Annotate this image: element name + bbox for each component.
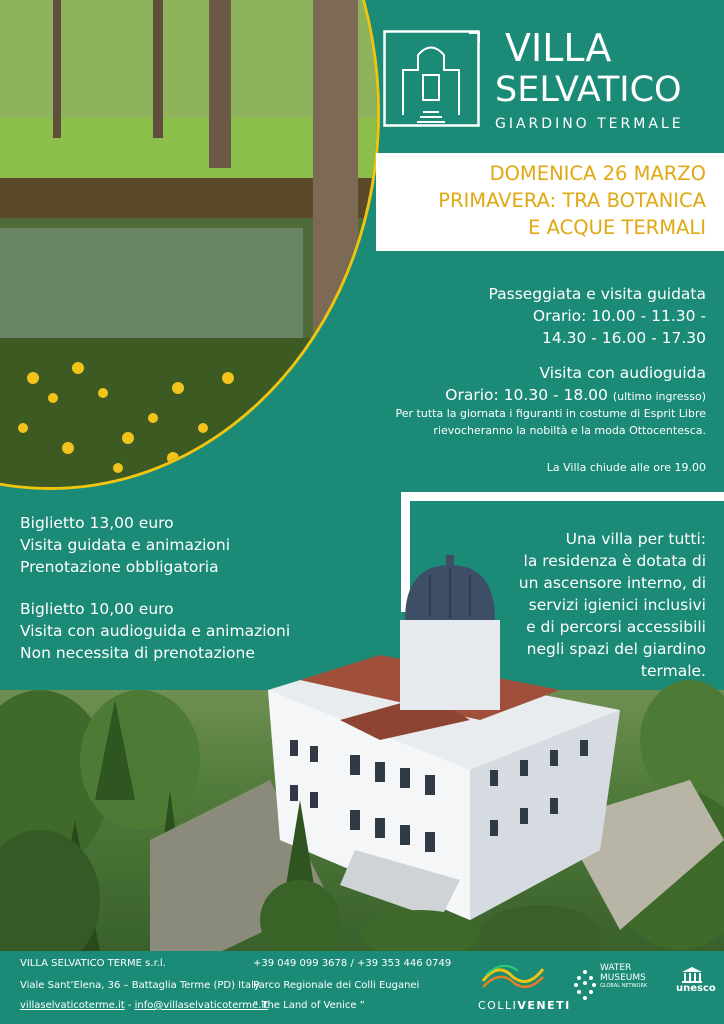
colli-veneti-word-1: COLLI	[478, 999, 518, 1012]
water-museums-text	[600, 963, 647, 990]
logo-title-selvatico: SELVATICO	[495, 70, 682, 110]
ticket-2-price: Biglietto 10,00 euro	[20, 600, 174, 618]
closing-time: La Villa chiude alle ore 19.00	[546, 461, 706, 474]
water-museums-line-3: GLOBAL NETWORK	[600, 983, 648, 989]
ticket-2-note: Non necessita di prenotazione	[20, 644, 255, 662]
accessibility-info	[519, 528, 706, 682]
frame-line-horizontal	[401, 492, 724, 501]
audio-guide-title: Visita con audioguida	[539, 364, 706, 382]
unesco-logo-icon	[680, 966, 704, 984]
unesco-text: unesco	[676, 983, 716, 994]
audio-hours: Orario: 10.30 - 18.00	[445, 386, 608, 404]
event-title-line1: PRIMAVERA: TRA BOTANICA	[438, 189, 706, 212]
event-title-line2: E ACQUE TERMALI	[528, 216, 706, 239]
company-name: VILLA SELVATICO TERME s.r.l.	[20, 958, 166, 969]
link-separator: -	[124, 1000, 135, 1011]
park-name: Parco Regionale dei Colli Euganei	[253, 980, 420, 991]
ticket-1-note: Prenotazione obbligatoria	[20, 558, 219, 576]
water-museums-logo-icon	[573, 969, 597, 1001]
accessibility-line: negli spazi del giardino	[526, 640, 706, 658]
ticket-1-desc: Visita guidata e animazioni	[20, 536, 231, 554]
email-link[interactable]: info@villaselvaticoterme.it	[134, 1000, 269, 1011]
logo-title-villa: VILLA	[505, 26, 612, 70]
colli-veneti-logo-icon	[478, 959, 548, 993]
phone-numbers: +39 049 099 3678 / +39 353 446 0749	[253, 958, 452, 969]
water-museums-line-1: WATER	[600, 963, 632, 973]
logo-subtitle: GIARDINO TERMALE	[495, 116, 684, 132]
accessibility-line: e di percorsi accessibili	[526, 618, 706, 636]
accessibility-line: un ascensore interno, di	[518, 574, 706, 592]
villa-logo-icon	[383, 30, 480, 127]
ticket-1-price: Biglietto 13,00 euro	[20, 514, 174, 532]
company-address: Viale Sant’Elena, 36 – Battaglia Terme (PD) Italy	[20, 980, 260, 991]
guided-tour-title: Passeggiata e visita guidata	[488, 285, 706, 303]
costume-note-2: rievocheranno la nobiltà e la moda Ottocentesca.	[433, 424, 706, 437]
accessibility-line: termale.	[640, 662, 706, 680]
costume-note-1: Per tutta la giornata i figuranti in costume di Esprit Libre	[395, 407, 706, 420]
garden-photo	[0, 0, 380, 490]
water-museums-line-2: MUSEUMS	[600, 973, 646, 983]
footer	[0, 951, 724, 1024]
event-banner	[376, 153, 724, 251]
guided-tour-hours-2: 14.30 - 16.00 - 17.30	[541, 329, 706, 347]
event-date: DOMENICA 26 MARZO	[489, 162, 706, 185]
audio-hours-note: (ultimo ingresso)	[612, 390, 706, 403]
colli-veneti-word-2: VENETI	[517, 999, 571, 1012]
contact-links	[20, 995, 268, 1017]
accessibility-line: Una villa per tutti:	[565, 530, 706, 548]
colli-veneti-wordmark	[478, 995, 571, 1017]
slogan: “ The Land of Venice ”	[253, 1000, 365, 1011]
ticket-2-desc: Visita con audioguida e animazioni	[20, 622, 291, 640]
guided-tour-hours-1: Orario: 10.00 - 11.30 -	[532, 307, 706, 325]
accessibility-line: la residenza è dotata di	[523, 552, 706, 570]
website-link[interactable]: villaselvaticoterme.it	[20, 1000, 125, 1011]
accessibility-line: servizi igienici inclusivi	[528, 596, 706, 614]
